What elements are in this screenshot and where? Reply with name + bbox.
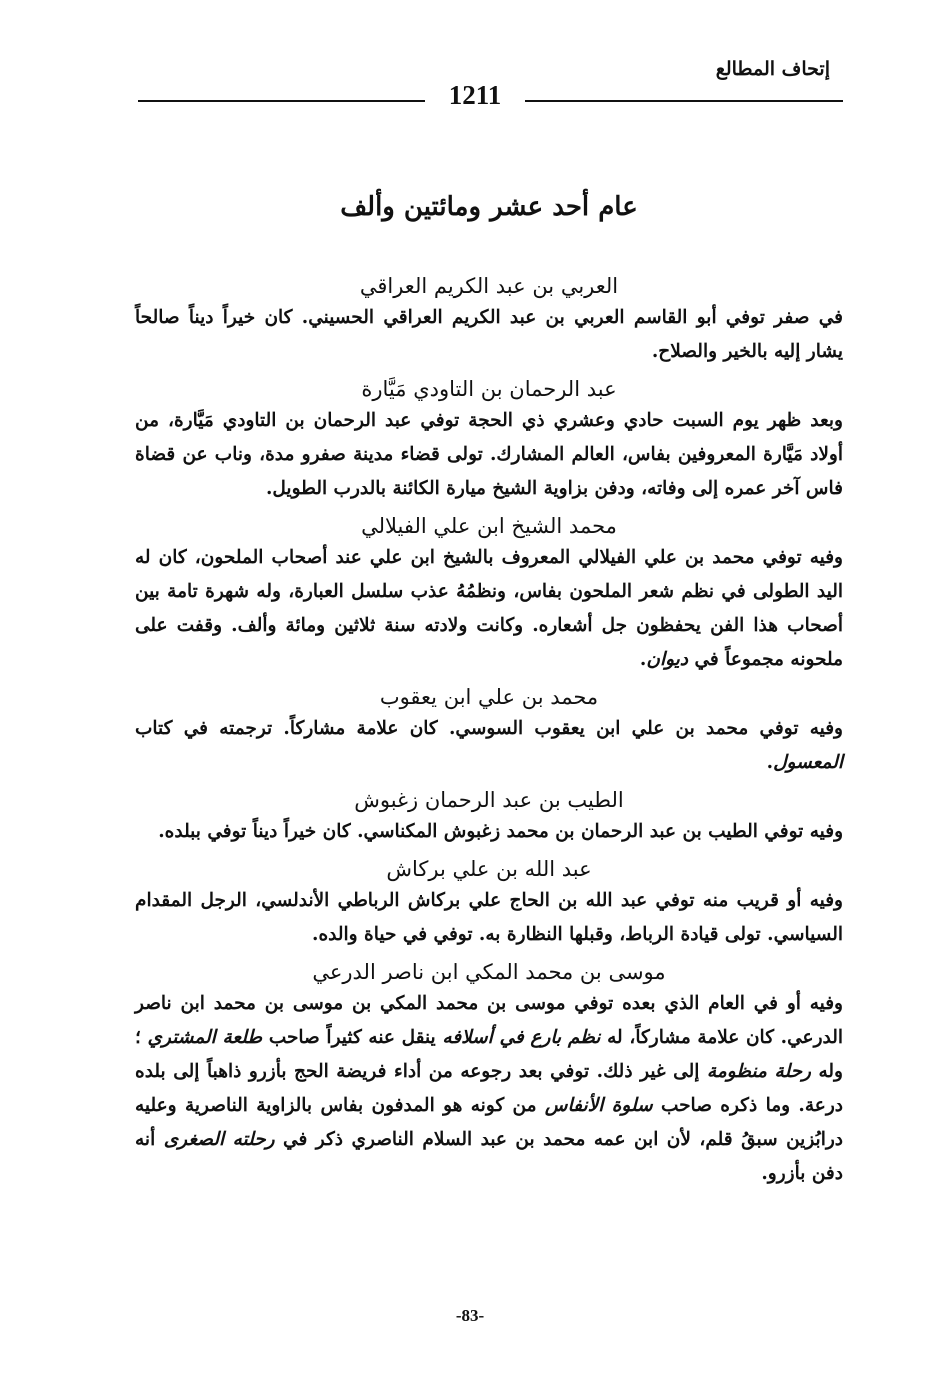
page-number: -83-	[455, 1306, 485, 1325]
entry-body: وفيه أو في العام الذي بعده توفي موسى بن محمد المكي بن موسى بن محمد ابن ناصر الدرعي. كان علامة مشاركاً، له نظم بارع في أسلافه ينقل عنه كثيراً صاحب طلعة المشتري ؛ وله رحلة منظومة إلى غير ذلك. توفي بعد رجوعه من أداء فريضة الحج بأزرو ذاهباً إلى بلده درعة. وما ذكره صاحب سلوة الأنفاس من كونه هو المدفون بفاس بالزاوية الناصرية وعليه درابُزين سبقُ قلم، لأن ابن عمه محمد بن عبد السلام الناصري ذكر في رحلته الصغرى أنه دفن بأزرو.	[135, 993, 844, 1184]
entry-body: وبعد ظهر يوم السبت حادي وعشري ذي الحجة توفي عبد الرحمان بن التاودي مَيَّارة، من أولاد مَيَّارة المعروفين بفاس، العالم المشارك. تولى قضاء مدينة صفرو مدة، وناب عن قضاة فاس آخر عمره إلى وفاته، ودفن بزاوية الشيخ ميارة الكائنة بالدرب الطويل.	[135, 410, 843, 499]
book-title: المعسول	[773, 752, 843, 773]
book-title: سلوة الأنفاس	[544, 1095, 653, 1116]
entry-body: وفيه توفي محمد بن علي الفيلالي المعروف بالشيخ ابن علي عند أصحاب الملحون، كان له اليد الطولى في نظم شعر الملحون بفاس، ونظمُهُ عذب سلسل العبارة، وله شهرة تامة بين أصحاب هذا الفن يحفظون جل أشعاره. وكانت ولادته سنة ثلاثين ومائة وألف. وقفت على ملحونه مجموعاً في ديوان.	[135, 547, 843, 670]
header-rule-right	[525, 100, 843, 102]
entry-title: محمد بن علي ابن يعقوب	[379, 685, 599, 709]
entry-body: وفيه توفي محمد بن علي ابن يعقوب السوسي. كان علامة مشاركاً. ترجمته في كتاب المعسول.	[135, 718, 843, 773]
entry-title: الطيب بن عبد الرحمان زغبوش	[354, 788, 624, 812]
book-title: رحلته الصغرى	[163, 1129, 275, 1150]
header-year-number: 1211	[448, 80, 502, 110]
book-title: رحلة منظومة	[706, 1061, 811, 1082]
entry-title: محمد الشيخ ابن علي الفيلالي	[361, 514, 617, 538]
entry-body: وفيه توفي الطيب بن عبد الرحمان بن محمد زغبوش المكناسي. كان خيراً ديناً توفي ببلده.	[158, 821, 843, 842]
entry-body: في صفر توفي أبو القاسم العربي بن عبد الكريم العراقي الحسيني. كان خيراً ديناً صالحاً يشار إليه بالخير والصلاح.	[135, 307, 843, 362]
entry-title: عبد الرحمان بن التاودي مَيَّارة	[361, 377, 617, 401]
year-heading: عام أحد عشر ومائتين وألف	[340, 192, 638, 222]
running-title: إتحاف المطالع	[715, 58, 830, 80]
entry-body: وفيه أو قريب منه توفي عبد الله بن الحاج علي بركاش الرباطي الأندلسي، الرجل المقدام السياسي. تولى قيادة الرباط، وقبلها النظارة به. توفي في حياة والده.	[135, 890, 843, 945]
main-text	[135, 192, 843, 1199]
book-title: نظم بارع في أسلافه	[442, 1027, 601, 1048]
header-rule-left	[138, 100, 425, 102]
entry-title: عبد الله بن علي بركاش	[386, 857, 592, 881]
book-title: طلعة المشتري	[147, 1027, 263, 1048]
entry-title: موسى بن محمد المكي ابن ناصر الدرعي	[312, 960, 666, 984]
book-title: ديوان	[646, 649, 689, 670]
entry-title: العربي بن عبد الكريم العراقي	[359, 274, 619, 298]
